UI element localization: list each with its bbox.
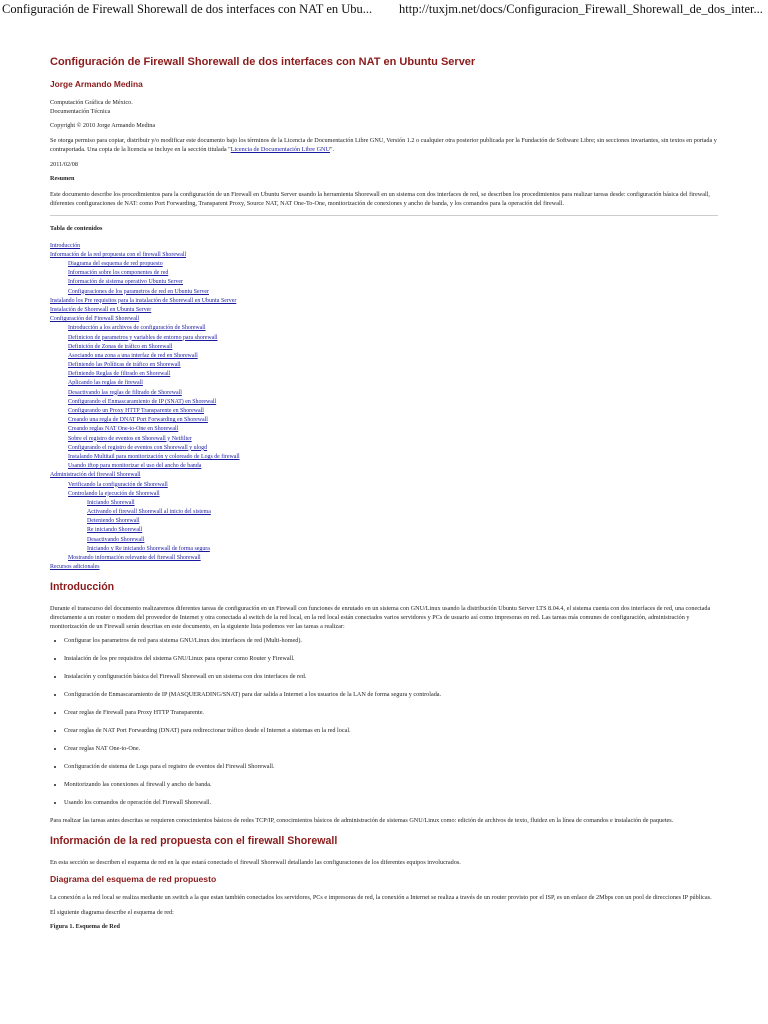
task-item: • Configuración de sistema de Logs para el registro de eventos del Firewall Shorewall.	[64, 763, 718, 771]
resumen-title: Resumen	[50, 175, 75, 183]
license-end: ".	[330, 145, 335, 153]
task-item: • Usando los comandos de operación del Firewall Shorewall.	[64, 799, 718, 807]
task-list	[50, 637, 718, 807]
toc-link[interactable]: Mostrando información relevante del firewall Shorewall	[68, 555, 201, 561]
toc-title: Tabla de contenidos	[50, 224, 103, 232]
table-of-contents	[50, 242, 718, 573]
toc-link[interactable]: Controlando la ejecución de Shorewall	[68, 490, 160, 497]
task-item: • Instalación de los pre requisitos del sistema GNU/Linux para operar como Router y Firewall.	[64, 655, 718, 663]
license-text: Se otorga permiso para copiar, distribuir y/o modificar este documento bajo los términos de la Licencia de Documentación Libre GNU, Versión 1.2 o cualquier otra posterior publicada por la Fundación de Software Libre; sin secciones invariantes, sin textos en portada y contraportada. Una copia de la licencia se incluye en la sección titulada "	[50, 137, 717, 153]
figure-caption: Figura 1. Esquema de Red	[50, 923, 120, 931]
toc-link[interactable]: Configurando el Enmascaramiento de IP (SNAT) en Shorewall	[68, 398, 217, 405]
toc-link[interactable]: Sobre el registro de eventos en Shorewall y Netfilter	[68, 435, 192, 442]
toc-link[interactable]: Re iniciando Shorewall	[87, 527, 143, 534]
task-item: • Configurar los parametros de red para sistema GNU/Linux dos interfaces de red (Multi-homed).	[64, 637, 718, 645]
print-header	[0, 0, 768, 22]
network-heading: Información de la red propuesta con el firewall Shorewall	[50, 835, 338, 848]
task-item: • Crear reglas NAT One-to-One.	[64, 745, 718, 753]
toc-link[interactable]: Definiendo las Políticas de tráfico en Shorewall	[68, 362, 181, 369]
toc-link[interactable]: Configurando el registro de eventos con Shorewall y ulogd	[68, 444, 208, 451]
license-link[interactable]: Licencia de Documentación Libre GNU	[230, 145, 330, 153]
intro-paragraph: Durante el transcurso del documento realizaremos diferentes tareas de configuración en un Firewall con funciones de enrutado en un sistema con GNU/Linux usando la distribución Ubuntu Server LTS 8.04.4, el sistema cuenta con dos interfaces de red, una conectada directamente a un router o modem del proveedor de Internet y otra conectada al switch de la red local, en la red local están conectados varios servidores y PCs de usuario así como impresoras en red. Las tareas más comunes de configuración, administración y monitorización de un Firewall serán descritas en este documento, en la siguiente lista podemos ver las tareas a realizar:	[50, 605, 711, 630]
toc-link[interactable]: Aplicando las reglas de firewall	[68, 380, 143, 387]
doc-author: Jorge Armando Medina	[50, 79, 143, 89]
org-block	[50, 99, 718, 116]
toc-link[interactable]: Configurando un Proxy HTTP Transparente en Shorewall	[68, 408, 204, 414]
task-item: • Crear reglas de Firewall para Proxy HTTP Transparente.	[64, 709, 718, 717]
copyright: Copyright © 2010 Jorge Armando Medina	[50, 122, 156, 130]
task-item: • Configuración de Enmascaramiento de IP (MASQUERADING/SNAT) para dar salida a Internet a los usuarios de la LAN de forma segura y controlada.	[64, 691, 718, 699]
header-title: Configuración de Firewall Shorewall de dos interfaces con NAT en Ubu...	[2, 2, 373, 16]
intro-heading: Introducción	[50, 581, 115, 594]
toc-link[interactable]: Definición de Zonas de tráfico en Shorewall	[68, 343, 173, 350]
task-item: • Monitorizando las conexiones al firewall y ancho de banda.	[64, 781, 718, 789]
toc-link[interactable]: Definiendo Reglas de filtrado en Shorewall	[68, 371, 171, 378]
intro-paragraph-2: Para realizar las tareas antes descritas se requieren conocimientos básicos de redes TCP/IP, conocimientos básicos de administración de sistemas GNU/Linux como: edición de archivos de texto, fluidez en la línea de comandos e instalación de paquetes.	[50, 817, 674, 825]
document-body	[50, 50, 718, 930]
task-item: • Crear reglas de NAT Port Forwarding (DNAT) para redireccionar tráfico desde el Internet a sistemas en la red local.	[64, 727, 718, 735]
header-url: http://tuxjm.net/docs/Configuracion_Firewall_Shorewall_de_dos_inter...	[399, 2, 763, 16]
toc-link[interactable]: Introducción a los archivos de configuración de Shorewall	[68, 325, 206, 332]
doc-title: Configuración de Firewall Shorewall de dos interfaces con NAT en Ubuntu Server	[50, 56, 476, 68]
toc-link[interactable]: Introducción	[50, 242, 81, 249]
toc-link[interactable]: Creando una regla de DNAT Port Forwarding en Shorewall	[68, 417, 208, 424]
resumen-text: Este documento describe los procedimientos para la configuración de un Firewall en Ubuntu Server usando la herramienta Shorewall en un sistema con dos interfaces de red, se describen los procedimientos para realizar tareas desde: configuración básica del firewall, diferentes configuraciones de NAT: como Port Forwarding, Transparent Proxy, Source NAT, NAT One-To-One, monitorización de conexiones y ancho de banda, y los comandos para la operación del firewall.	[50, 191, 710, 207]
org-line1: Computación Gráfica de México.	[50, 99, 133, 106]
toc-link[interactable]: Usando iftop para monitorizar el uso del ancho de banda	[68, 463, 202, 470]
toc-link[interactable]: Verificando la configuración de Shorewall	[68, 481, 168, 488]
toc-link[interactable]: Iniciando Shorewall	[87, 499, 135, 506]
toc-link[interactable]: Información de la red propuesta con el firewall Shorewall	[50, 251, 187, 258]
toc-link[interactable]: Información de sistema operativo Ubuntu Server	[68, 279, 183, 286]
toc-link[interactable]: Instalación de Shorewall en Ubuntu Server	[50, 306, 152, 313]
diagram-heading: Diagrama del esquema de red propuesto	[50, 873, 217, 884]
toc-link[interactable]: Desactivando Shorewall	[87, 536, 145, 543]
toc-link[interactable]: Diagrama del esquema de red propuesto	[68, 261, 163, 267]
toc-link[interactable]: Configuraciones de los parametros de red en Ubuntu Server	[68, 288, 210, 295]
divider	[50, 215, 718, 216]
toc-link[interactable]: Activando el firewall Shorewall al inicio del sistema	[87, 509, 211, 516]
diagram-paragraph: La conexión a la red local se realiza mediante un switch a la que estan también conectados los servidores, PCs e impresoras de red, la conexión a Internet se realiza a través de un router provisto por el ISP, es un enlace de 2Mbps con un pool de direcciones IP públicas.	[50, 893, 712, 901]
toc-link[interactable]: Recursos adicionales	[50, 564, 100, 571]
toc-link[interactable]: Instalando los Pre requisitos para la instalación de Shorewall en Ubuntu Server	[50, 297, 237, 304]
license-paragraph	[50, 137, 718, 154]
doc-date: 2011/02/08	[50, 160, 78, 168]
toc-link[interactable]: Desactivando las reglas de filtrado de Shorewall	[68, 389, 182, 396]
toc-link[interactable]: Asociando una zona a una interfaz de red en Shorewall	[68, 352, 198, 359]
toc-link[interactable]: Definicion de parametros y variables de entorno para shorewall	[68, 334, 218, 341]
network-paragraph: En esta sección se describen el esquema de red en la que estará conectado el firewall Shorewall detallando las configuraciones de los diferentes equipos involucrados.	[50, 859, 461, 867]
toc-link[interactable]: Información sobre los componentes de red	[68, 270, 169, 277]
toc-link[interactable]: Creando reglas NAT One-to-One en Shorewall	[68, 426, 179, 433]
toc-link[interactable]: Iniciando y Re iniciando Shorewall de forma segura	[87, 545, 210, 552]
toc-link[interactable]: Deteniendo Shorewall	[87, 518, 140, 525]
toc-link[interactable]: Configuración del Firewall Shorewall	[50, 316, 140, 323]
toc-link[interactable]: Administración del firewall Shorewall	[50, 472, 141, 479]
task-item: • Instalación y configuración básica del Firewall Shorewall en un sistema con dos interfaces de red.	[64, 673, 718, 681]
toc-link[interactable]: Instalando Multitail para monitorización y coloreado de Logs de firewall	[68, 453, 240, 460]
diagram-intro: El siguiente diagrama describe el esquema de red:	[50, 908, 174, 916]
org-line2: Documentación Técnica	[50, 107, 111, 115]
